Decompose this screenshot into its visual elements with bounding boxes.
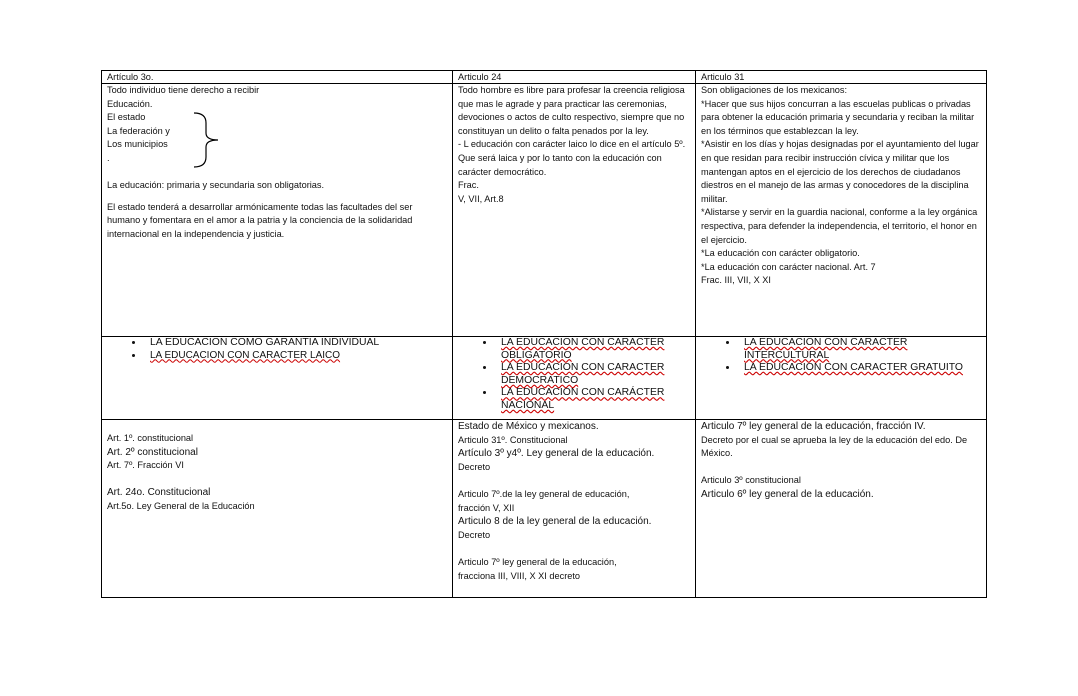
content-row — [102, 84, 987, 337]
articulo-24-paragraph: Todo hombre es libre para profesar la creencia religiosa que mas le agrade y para practicar las ceremonias, devociones o actos de culto respectivo, siempre que no constituyan un delito o falta penados por la ley. — [458, 85, 685, 136]
brace-group — [107, 111, 447, 165]
reference-line: Decreto — [458, 529, 491, 540]
obligacion-item: *Hacer que sus hijos concurran a las escuelas publicas o privadas para obtener la educación primaria y secundaria y reciban la militar en los términos que establezcan la ley. — [701, 98, 975, 136]
bullet-item: • LA EDUCACION CON CARACTER DEMOCRATICO — [495, 362, 690, 387]
frac-value: V, VII, Art.8 — [458, 193, 504, 204]
curly-brace-icon — [192, 111, 222, 169]
reference-line: Articulo 31º. Constitucional — [458, 434, 568, 445]
articulo-3-content-cell — [102, 84, 453, 337]
articulo-3-line: Todo individuo tiene derecho a recibir — [107, 85, 260, 95]
header-cell-articulo-31: Articulo 31 — [696, 71, 987, 84]
articulo-31-content-cell — [696, 84, 987, 337]
brace-item: El estado — [107, 112, 146, 123]
reference-line: Art. 1º. constitucional — [107, 433, 194, 443]
header-cell-articulo-24: Articulo 24 — [453, 71, 696, 84]
reference-line: Estado de México y mexicanos. — [458, 421, 599, 432]
brace-item: La federación y — [107, 125, 170, 136]
reference-line: Articulo 3º constitucional — [701, 475, 801, 486]
articulo-24-paragraph: - L educación con carácter laico lo dice en el artículo 5º. Que será laica y por lo tanto con la educación con carácter democrático. — [458, 139, 686, 177]
bullets-cell-col2 — [453, 337, 696, 420]
obligacion-item: *Asistir en los días y hojas designadas por el ayuntamiento del lugar en que residan para recibir instrucción cívica y militar que los mantengan aptos en el ejercicio de los derechos de ciudadanos diestros en el manejo de las armas y conocedores de la disciplina militar. — [701, 139, 979, 204]
brace-item: . — [107, 152, 110, 163]
references-row — [102, 420, 987, 598]
bullets-cell-col3 — [696, 337, 987, 420]
reference-line: fracciona III, VIII, X XI decreto — [458, 570, 581, 581]
obligacion-item: *La educación con carácter nacional. Art. 7 — [701, 261, 876, 272]
reference-line: fracción V, XII — [458, 502, 515, 513]
reference-line: Articulo 6º ley general de la educación. — [701, 488, 874, 500]
reference-line: Art. 24o. Constitucional — [107, 487, 211, 499]
reference-line: Articulo 7º.de la ley general de educación, — [458, 488, 630, 499]
obligaciones-intro: Son obligaciones de los mexicanos: — [701, 85, 848, 95]
references-cell-col3 — [696, 420, 987, 598]
obligacion-item: *La educación con carácter obligatorio. — [701, 248, 860, 259]
articulo-3-line: Educación. — [107, 98, 153, 109]
bullet-item: • LA EDUCACION CON CARACTER LAICO — [144, 350, 447, 363]
frac-line: Frac. III, VII, X XI — [701, 275, 771, 286]
reference-line: Decreto por el cual se aprueba la ley de la educación del edo. De México. — [701, 434, 968, 459]
reference-line: Decreto — [458, 461, 491, 472]
header-cell-articulo-3: Artículo 3o. — [102, 71, 453, 84]
bullet-item: • LA EDUCACION CON CARACTER GRATUITO — [738, 362, 981, 375]
bullets-row — [102, 337, 987, 420]
bullet-item: • LA EDUCACION CON CARACTER INTERCULTURAL — [738, 337, 981, 362]
articulo-3-paragraph: El estado tenderá a desarrollar armónicamente todas las facultades del ser humano y fomentara en el amor a la patria y la conciencia de la solidaridad internacional en la independencia y justicia. — [107, 201, 413, 239]
bullet-list — [458, 337, 690, 413]
obligatoria-text: La educación: primaria y secundaria son obligatorias. — [107, 180, 325, 191]
header-row — [102, 71, 987, 84]
reference-line: Art. 2º constitucional — [107, 446, 198, 458]
references-cell-col2 — [453, 420, 696, 598]
bullet-list — [107, 337, 447, 362]
reference-line: Articulo 7º ley general de la educación, — [458, 556, 617, 567]
articulo-24-content-cell — [453, 84, 696, 337]
frac-label: Frac. — [458, 180, 479, 191]
reference-line: Art. 7º. Fracción VI — [107, 460, 184, 471]
bullet-list — [701, 337, 981, 375]
references-cell-col1 — [102, 420, 453, 598]
brace-item: Los municipios — [107, 139, 168, 150]
bullets-cell-col1 — [102, 337, 453, 420]
bullet-item: • LA EDUCACION CON CARÁCTER NACIONAL — [495, 387, 690, 412]
bullet-item: • LA EDUCACION COMO GARANTIA INDIVIDUAL — [144, 337, 447, 350]
reference-line: Artículo 3º y4º. Ley general de la educación. — [458, 448, 655, 460]
reference-line: Articulo 7º ley general de la educación, fracción IV. — [701, 421, 926, 432]
obligacion-item: *Alistarse y servir en la guardia nacional, conforme a la ley orgánica respectiva, para defender la independencia, el territorio, el honor en el ejercicio. — [701, 207, 978, 245]
legal-comparison-table — [101, 70, 987, 598]
bullet-item: • LA EDUCACION CON CARACTER OBLIGATORIO — [495, 337, 690, 362]
reference-line: Art.5o. Ley General de la Educación — [107, 500, 255, 511]
reference-line: Articulo 8 de la ley general de la educación. — [458, 516, 652, 528]
